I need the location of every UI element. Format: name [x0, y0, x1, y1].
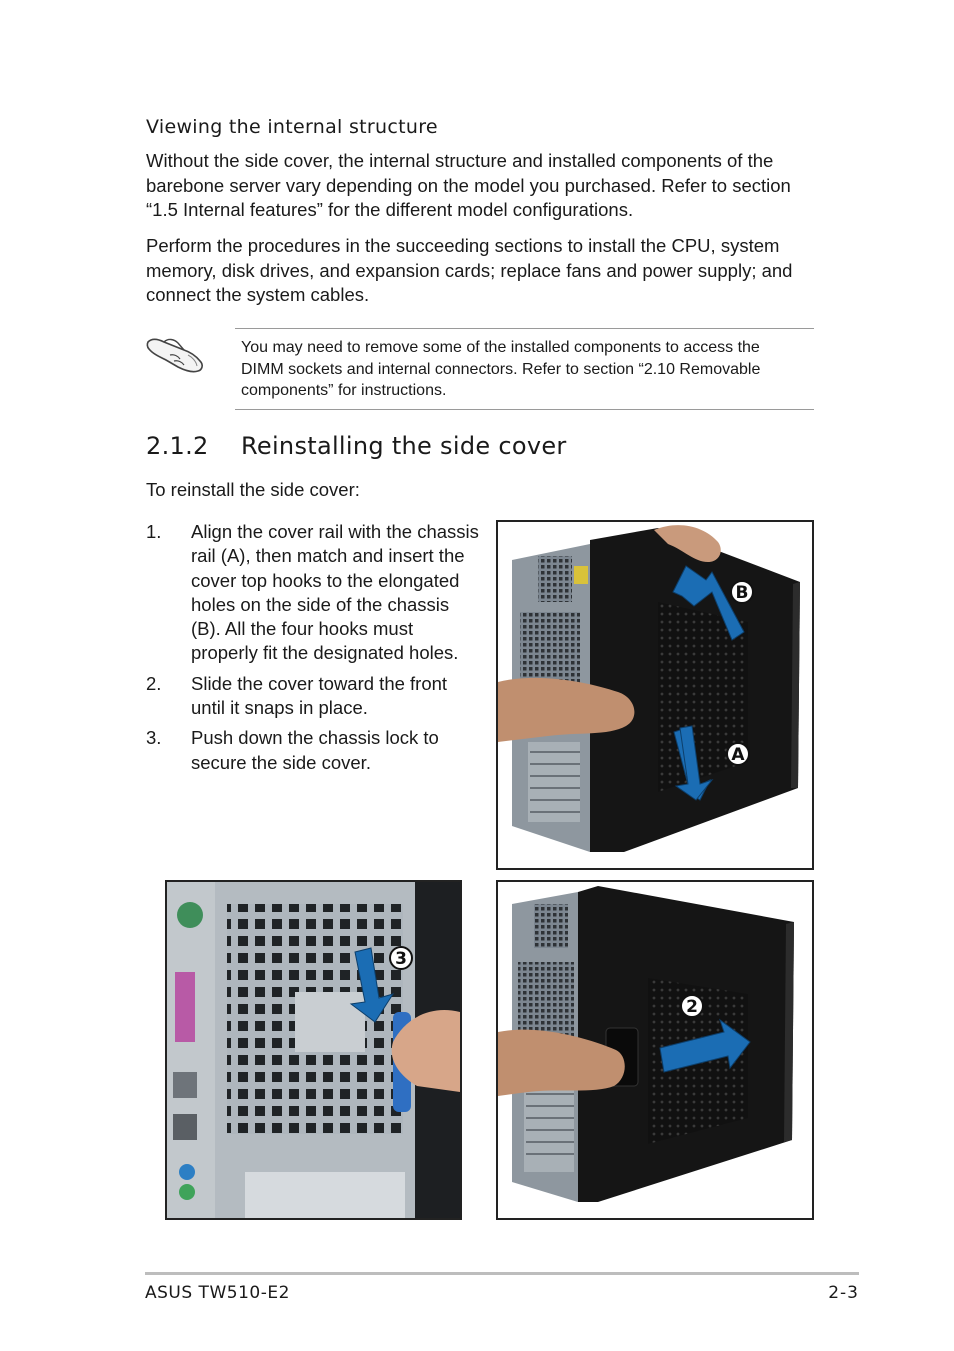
- paragraph-internal-structure: Without the side cover, the internal structure and installed components of the barebone server vary depending on the model you purchased. Refer to section “1.5 Internal features” for the different model configurations.: [146, 150, 791, 220]
- steps-list: [146, 520, 481, 781]
- step-number: 1.: [146, 521, 162, 542]
- step-text: Slide the cover toward the front until it snaps in place.: [191, 672, 448, 719]
- list-item: [146, 726, 481, 775]
- section-heading-reinstalling: [146, 432, 567, 460]
- photo-cover-alignment: [496, 520, 814, 870]
- step-text: Align the cover rail with the chassis rail (A), then match and insert the cover top hooks to the elongated holes on the side of the chassis (B). All the four hooks must properly fit the designated holes.: [191, 521, 479, 664]
- label-a: A: [731, 745, 745, 765]
- subheading-viewing-internal: Viewing the internal structure: [146, 116, 438, 138]
- step-number: 3.: [146, 727, 162, 749]
- paragraph-procedures: Perform the procedures in the succeeding sections to install the CPU, system memory, disk drives, and expansion cards; replace fans and power supply; and connect the system cables.: [146, 235, 793, 305]
- photo-chassis-lock: [165, 880, 462, 1220]
- photo-slide-cover: [496, 880, 814, 1220]
- note-box: [235, 328, 814, 410]
- step-number: 2.: [146, 672, 162, 694]
- label-2: 2: [686, 997, 698, 1017]
- footer-product: ASUS TW510-E2: [145, 1283, 290, 1303]
- pointing-hand-icon: [144, 330, 208, 376]
- label-b: B: [735, 583, 749, 603]
- list-item: [146, 520, 481, 666]
- step-text: Push down the chassis lock to secure the side cover.: [191, 727, 439, 773]
- section-title: Reinstalling the side cover: [241, 432, 567, 460]
- label-3: 3: [395, 949, 407, 969]
- footer-page-number: 2-3: [828, 1283, 859, 1303]
- note-text: You may need to remove some of the installed components to access the DIMM sockets and internal connectors. Refer to section “2.10 Removable components” for instructions.: [241, 339, 761, 399]
- section-number: 2.1.2: [146, 432, 209, 460]
- list-item: [146, 672, 481, 721]
- footer-divider: [145, 1272, 859, 1275]
- reinstall-intro: To reinstall the side cover:: [146, 479, 360, 500]
